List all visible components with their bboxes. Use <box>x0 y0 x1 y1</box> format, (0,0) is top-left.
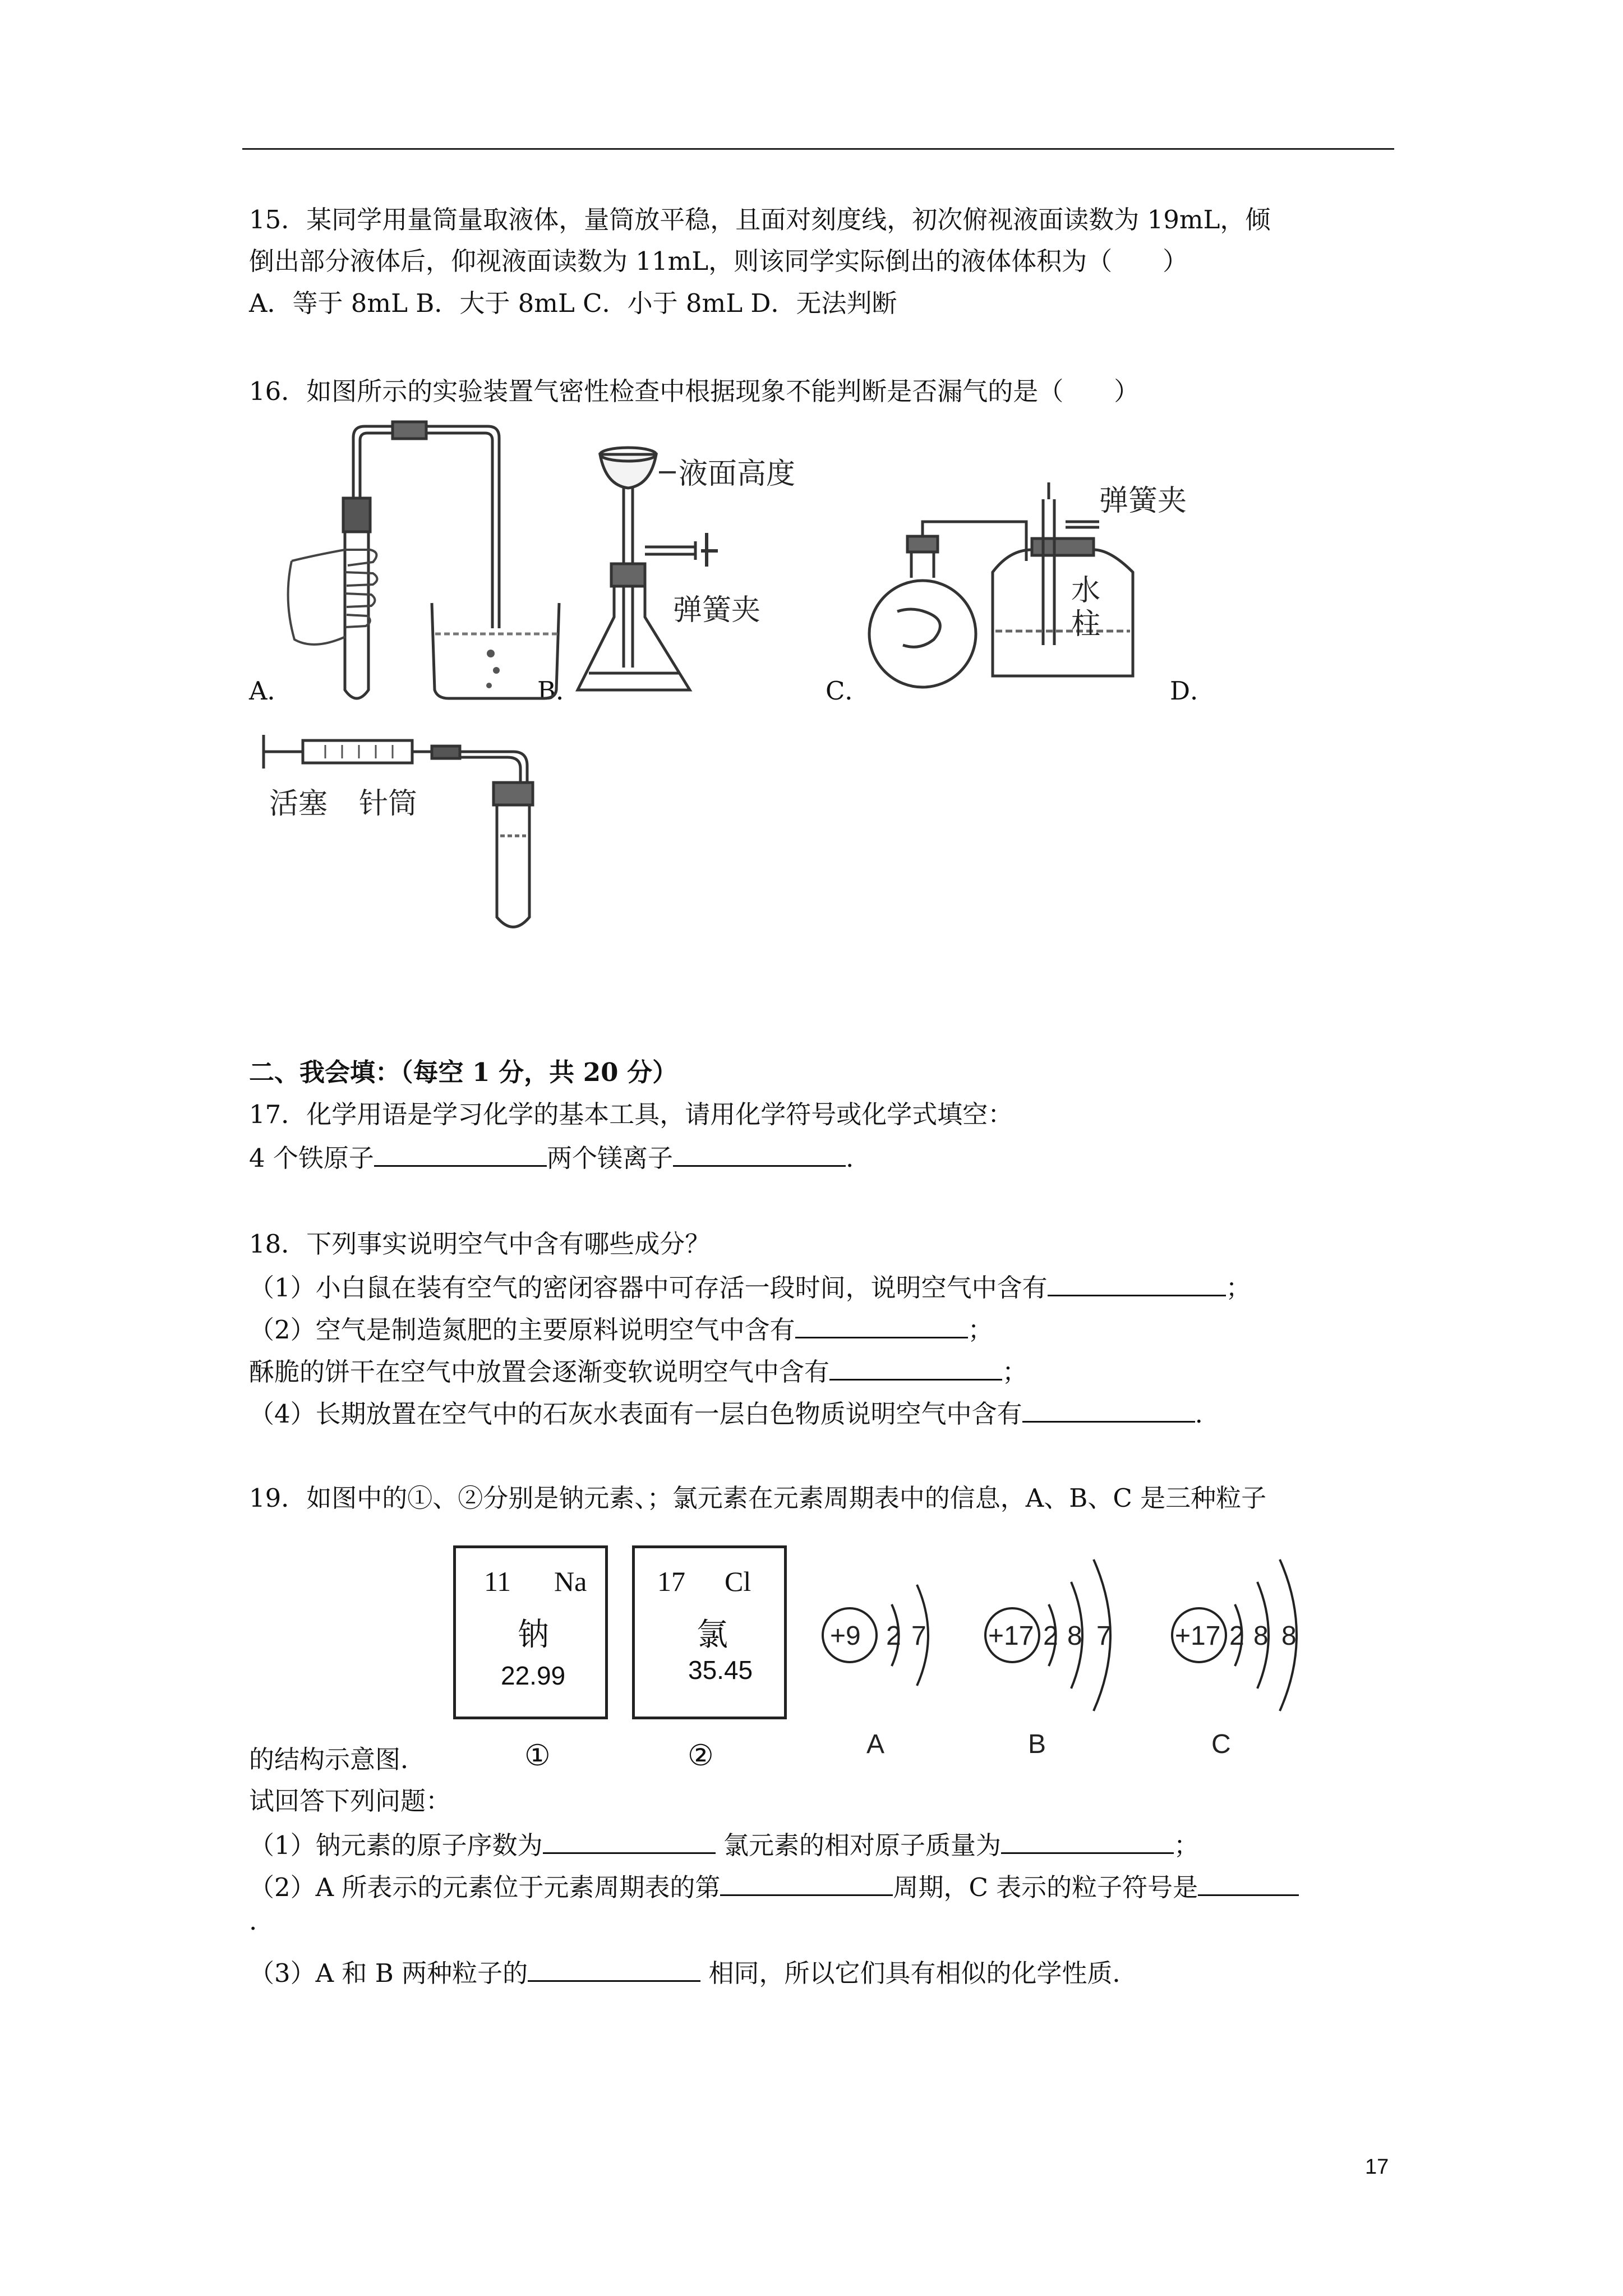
q19-blank-particle-symbol[interactable] <box>1198 1869 1299 1896</box>
particle-a-charge: +9 <box>830 1621 861 1651</box>
q18-item1-line <box>249 1269 1251 1305</box>
particle-c-shell-1: 2 <box>1229 1621 1244 1651</box>
element-card-sodium <box>453 1545 608 1719</box>
q19-item2-end: . <box>249 1906 257 1936</box>
q16-option-c: C． <box>826 676 870 706</box>
q18-period: . <box>1195 1399 1203 1429</box>
q18-semicolon-1: ； <box>1225 1273 1251 1303</box>
particle-b-shell-3: 7 <box>1096 1621 1112 1651</box>
element-card-sodium-mass: 22.99 <box>501 1661 566 1690</box>
q18-item1: （1）小白鼠在装有空气的密闭容器中可存活一段时间，说明空气中含有 <box>249 1273 1048 1303</box>
particle-a-shell-2: 7 <box>911 1621 926 1651</box>
q19-item2a: （2）A 所表示的元素位于元素周期表的第 <box>249 1872 721 1902</box>
q19-stem-cont: 的结构示意图． <box>249 1745 426 1774</box>
q15-line2: 倒出部分液体后，仰视液面读数为 11mL，则该同学实际倒出的液体体积为（ ） <box>249 246 1188 276</box>
q18-blank-1[interactable] <box>1048 1269 1226 1296</box>
element-card-chlorine-name: 氯 <box>697 1617 728 1653</box>
q18-semicolon-2: ； <box>967 1315 993 1345</box>
section2-heading: 二、我会填：（每空 1 分，共 20 分） <box>249 1057 678 1087</box>
q17-stem: 17．化学用语是学习化学的基本工具，请用化学符号或化学式填空： <box>249 1099 1013 1129</box>
element-card-sodium-marker: ① <box>524 1739 551 1773</box>
figure-c-clamp-label: 弹簧夹 <box>1099 485 1187 517</box>
q18-item3: 酥脆的饼干在空气中放置会逐渐变软说明空气中含有 <box>249 1357 830 1387</box>
element-card-chlorine-number: 17 <box>657 1566 685 1597</box>
q17-part2: 两个镁离子 <box>546 1143 673 1173</box>
q19-prompt: 试回答下列问题： <box>249 1786 451 1816</box>
q19-item3a: （3）A 和 B 两种粒子的 <box>249 1958 528 1988</box>
particle-diagrams <box>808 1537 1340 1773</box>
q19-item2b: 周期，C 表示的粒子符号是 <box>893 1872 1198 1902</box>
q16-option-d: D． <box>1170 676 1216 706</box>
element-card-sodium-symbol: Na <box>554 1566 587 1597</box>
particle-b-label: B <box>1028 1729 1046 1759</box>
particle-c-shell-2: 8 <box>1253 1621 1269 1651</box>
q19-stem: 19．如图中的①、②分别是钠元素、；氯元素在元素周期表中的信息，A、B、C 是三种粒子 <box>249 1483 1267 1513</box>
q16-option-a: A． <box>249 676 293 706</box>
particle-b-shell-2: 8 <box>1067 1621 1082 1651</box>
q18-item4: （4）长期放置在空气中的石灰水表面有一层白色物质说明空气中含有 <box>249 1399 1022 1429</box>
element-card-chlorine <box>632 1545 787 1719</box>
q19-item1-line <box>249 1826 1199 1862</box>
element-card-chlorine-symbol: Cl <box>725 1566 751 1597</box>
q19-blank-atomic-mass[interactable] <box>1001 1826 1174 1854</box>
q19-blank-period[interactable] <box>720 1869 893 1896</box>
particle-a-label: A <box>866 1729 885 1759</box>
figure-d-barrel-label: 针筒 <box>359 788 418 820</box>
q16-option-b: B． <box>537 676 582 706</box>
q18-item2-line <box>249 1311 993 1347</box>
q18-item2: （2）空气是制造氮肥的主要原料说明空气中含有 <box>249 1315 795 1345</box>
q19-item1b: 氯元素的相对原子质量为 <box>723 1830 1001 1860</box>
element-card-sodium-name: 钠 <box>518 1617 549 1653</box>
q19-item2-line <box>249 1869 1299 1904</box>
q19-blank-atomic-number[interactable] <box>543 1826 716 1854</box>
figure-c-water-label-2: 柱 <box>1071 608 1101 641</box>
q15-line1: 15．某同学用量筒量取液体，量筒放平稳，且面对刻度线，初次俯视液面读数为 19mL，倾 <box>249 205 1271 234</box>
figure-d-plunger-label: 活塞 <box>269 788 328 820</box>
q19-blank-same-property[interactable] <box>528 1954 700 1982</box>
figure-a-handheld-tube <box>280 415 572 707</box>
q19-item3-line <box>249 1954 1137 1990</box>
q15-choices: A．等于 8mL B．大于 8mL C．小于 8mL D．无法判断 <box>249 288 897 318</box>
q19-item3b: 相同，所以它们具有相似的化学性质． <box>708 1958 1138 1988</box>
q17-blank-iron-atoms[interactable] <box>374 1139 547 1167</box>
particle-c-label: C <box>1211 1729 1231 1759</box>
q18-item4-line <box>249 1395 1203 1431</box>
q18-item3-line <box>249 1353 1027 1389</box>
particle-a-shell-1: 2 <box>886 1621 901 1651</box>
q17-part1: 4 个铁原子 <box>249 1143 374 1173</box>
figure-c-water-label-1: 水 <box>1071 574 1101 607</box>
q19-stem-cont-line <box>249 1743 426 1777</box>
q16-stem: 16．如图所示的实验装置气密性检查中根据现象不能判断是否漏气的是（ ） <box>249 376 1140 406</box>
q18-blank-2[interactable] <box>795 1311 968 1338</box>
page-number: 17 <box>1365 2155 1389 2179</box>
q18-blank-4[interactable] <box>1022 1395 1195 1423</box>
figure-b-clamp-label: 弹簧夹 <box>673 594 761 627</box>
element-card-chlorine-mass: 35.45 <box>688 1655 753 1685</box>
q17-end: . <box>845 1143 854 1173</box>
figure-b-liquid-label: 液面高度 <box>679 458 796 490</box>
q18-semicolon-3: ； <box>1002 1357 1028 1387</box>
particle-c-charge: +17 <box>1175 1621 1221 1651</box>
particle-b-charge: +17 <box>988 1621 1034 1651</box>
q18-stem: 18．下列事实说明空气中含有哪些成分？ <box>249 1229 711 1259</box>
q19-semicolon: ； <box>1173 1830 1199 1860</box>
q18-blank-3[interactable] <box>829 1353 1002 1381</box>
particle-c-shell-3: 8 <box>1281 1621 1297 1651</box>
figure-b-funnel-flask <box>566 432 858 696</box>
q17-answer-line <box>249 1139 854 1175</box>
q19-item1a: （1）钠元素的原子序数为 <box>249 1830 543 1860</box>
header-rule <box>242 148 1394 150</box>
figure-c-flask-bottle <box>864 482 1200 696</box>
figure-d-syringe-tube <box>247 724 583 959</box>
element-card-sodium-number: 11 <box>484 1566 511 1597</box>
particle-b-shell-1: 2 <box>1043 1621 1058 1651</box>
q17-blank-magnesium-ions[interactable] <box>673 1139 846 1167</box>
element-card-chlorine-marker: ② <box>688 1739 714 1773</box>
